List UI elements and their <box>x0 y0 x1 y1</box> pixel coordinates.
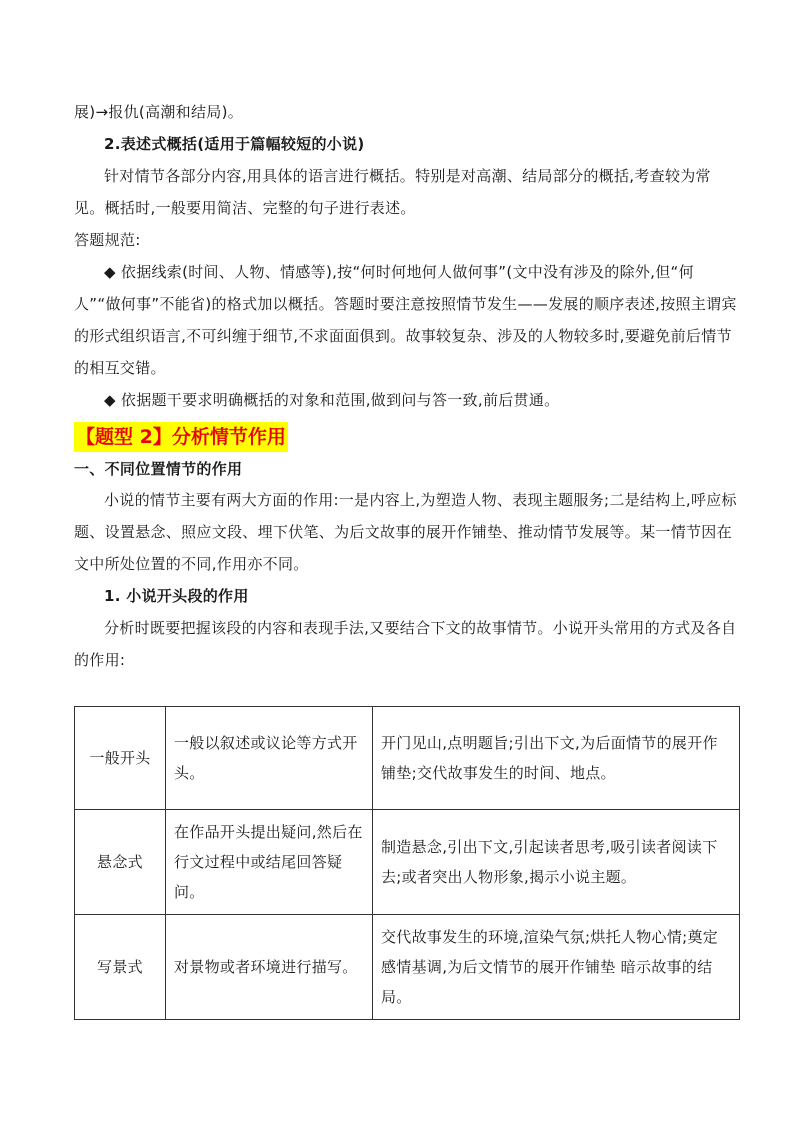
paragraph: 小说的情节主要有两大方面的作用:一是内容上,为塑造人物、表现主题服务;二是结构上,呼应标题、设置悬念、照应文段、埋下伏笔、为后文故事的展开作铺垫、推动情节发展等。某一情节因在文中所处位置的不同,作用亦不同。 <box>74 491 737 573</box>
bullet-item: ◆ 依据题干要求明确概括的对象和范围,做到问与答一致,前后贯通。 <box>104 391 560 409</box>
table-cell-type: 一般开头 <box>75 707 166 810</box>
paragraph: 展)→报仇(高潮和结局)。 <box>74 103 244 121</box>
table-row <box>75 707 740 810</box>
opening-types-table <box>74 706 740 1020</box>
table-row <box>75 915 740 1020</box>
bullet-item: ◆ 依据线索(时间、人物、情感等),按“何时何地何人做何事”(文中没有涉及的除外,但“何人”“做何事”不能省)的格式加以概括。答题时要注意按照情节发生——发展的顺序表述,按照主谓宾的形式组织语言,不可纠缠于细节,不求面面俱到。故事较复杂、涉及的人物较多时,要避免前后情节的相互交错。 <box>74 263 737 377</box>
table-cell-effect: 制造悬念,引出下文,引起读者思考,吸引读者阅读下去;或者突出人物形象,揭示小说主题。 <box>373 810 740 915</box>
section-heading-wrapper <box>74 416 740 454</box>
table-cell-type: 悬念式 <box>75 810 166 915</box>
table-cell-method: 在作品开头提出疑问,然后在行文过程中或结尾回答疑问。 <box>166 810 373 915</box>
heading-summary-method: 2.表述式概括(适用于篇幅较短的小说) <box>104 135 365 153</box>
table-cell-method: 一般以叙述或议论等方式开头。 <box>166 707 373 810</box>
answer-norms-label: 答题规范: <box>74 231 141 249</box>
table-cell-effect: 开门见山,点明题旨;引出下文,为后面情节的展开作铺垫;交代故事发生的时间、地点。 <box>373 707 740 810</box>
paragraph: 分析时既要把握该段的内容和表现手法,又要结合下文的故事情节。小说开头常用的方式及各自的作用: <box>74 619 737 669</box>
text-body <box>74 96 740 676</box>
table-cell-effect: 交代故事发生的环境,渲染气氛;烘托人物心情;奠定感情基调,为后文情节的展开作铺垫 暗示故事的结局。 <box>373 915 740 1020</box>
table-cell-method: 对景物或者环境进行描写。 <box>166 915 373 1020</box>
table-row <box>75 810 740 915</box>
subsection-heading: 1. 小说开头段的作用 <box>104 587 249 605</box>
paragraph: 针对情节各部分内容,用具体的语言进行概括。特别是对高潮、结局部分的概括,考查较为常见。概括时,一般要用简洁、完整的句子进行表述。 <box>74 167 711 217</box>
table-cell-type: 写景式 <box>75 915 166 1020</box>
section-heading: 【题型 2】分析情节作用 <box>74 422 288 452</box>
subsection-heading: 一、不同位置情节的作用 <box>74 460 243 478</box>
